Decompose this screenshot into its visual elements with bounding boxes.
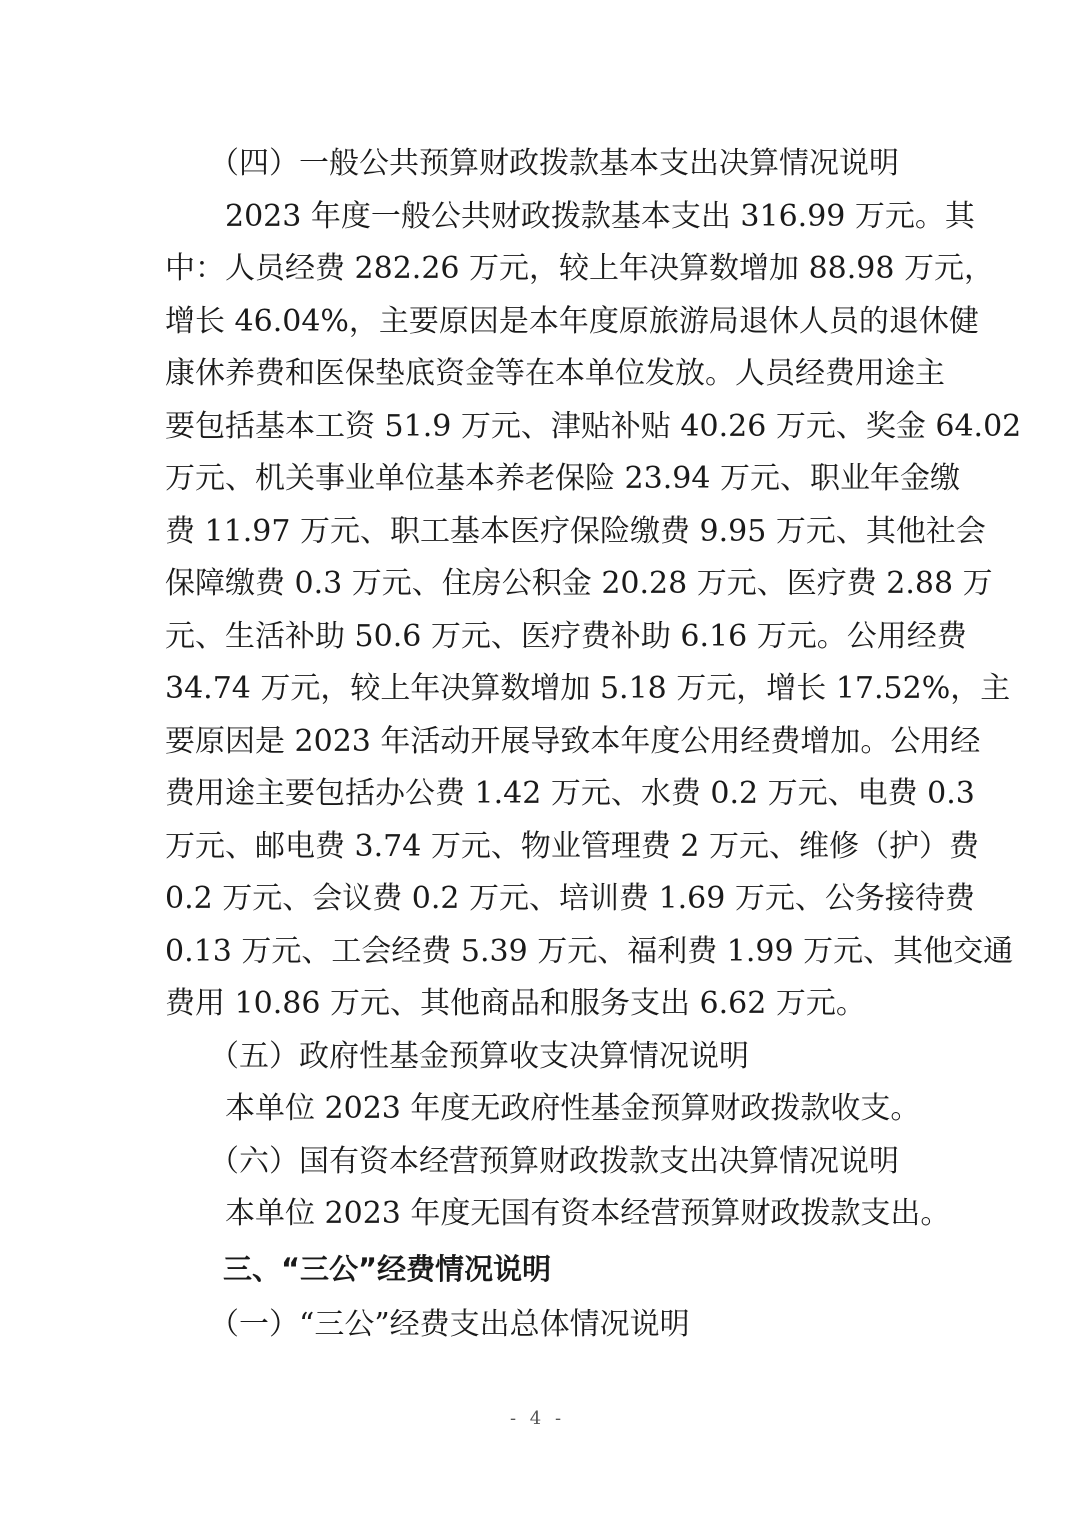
paragraph-line: 0.2 万元、会议费 0.2 万元、培训费 1.69 万元、公务接待费 <box>165 881 975 916</box>
paragraph-line: 增长 46.04%，主要原因是本年度原旅游局退休人员的退休健 <box>165 303 979 339</box>
section-5-heading: （五）政府性基金预算收支决算情况说明 <box>209 1038 749 1074</box>
paragraph-line: 保障缴费 0.3 万元、住房公积金 20.28 万元、医疗费 2.88 万 <box>165 566 993 601</box>
paragraph-line: 中：人员经费 282.26 万元，较上年决算数增加 88.98 万元， <box>165 251 994 286</box>
section-6-heading: （六）国有资本经营预算财政拨款支出决算情况说明 <box>209 1143 899 1179</box>
paragraph-line: 要包括基本工资 51.9 万元、津贴补贴 40.26 万元、奖金 64.02 <box>165 408 1022 444</box>
paragraph-line: 2023 年度一般公共财政拨款基本支出 316.99 万元。其 <box>225 198 975 234</box>
section-6-text: 本单位 2023 年度无国有资本经营预算财政拨款支出。 <box>225 1196 951 1231</box>
paragraph-line: 元、生活补助 50.6 万元、医疗费补助 6.16 万元。公用经费 <box>165 618 967 654</box>
part-3-subheading: （一）“三公”经费支出总体情况说明 <box>209 1306 690 1342</box>
paragraph-line: 万元、机关事业单位基本养老保险 23.94 万元、职业年金缴 <box>165 461 960 496</box>
paragraph-line: 费用途主要包括办公费 1.42 万元、水费 0.2 万元、电费 0.3 <box>165 776 975 811</box>
paragraph-line: 康休养费和医保垫底资金等在本单位发放。人员经费用途主 <box>165 356 945 391</box>
paragraph-line: 34.74 万元，较上年决算数增加 5.18 万元，增长 17.52%，主 <box>165 671 1011 706</box>
page-number: - 4 - <box>509 1408 566 1429</box>
paragraph-line: 费用 10.86 万元、其他商品和服务支出 6.62 万元。 <box>165 986 866 1021</box>
document-body <box>165 138 1022 1353</box>
section-4-heading: （四）一般公共预算财政拨款基本支出决算情况说明 <box>209 146 899 181</box>
paragraph-line: 要原因是 2023 年活动开展导致本年度公用经费增加。公用经 <box>165 723 981 759</box>
paragraph-line: 0.13 万元、工会经费 5.39 万元、福利费 1.99 万元、其他交通 <box>165 933 1014 969</box>
part-3-heading: 三、“三公”经费情况说明 <box>223 1251 552 1286</box>
paragraph-line: 费 11.97 万元、职工基本医疗保险缴费 9.95 万元、其他社会 <box>165 513 986 549</box>
section-5-text: 本单位 2023 年度无政府性基金预算财政拨款收支。 <box>225 1091 921 1126</box>
paragraph-line: 万元、邮电费 3.74 万元、物业管理费 2 万元、维修（护）费 <box>165 828 980 864</box>
